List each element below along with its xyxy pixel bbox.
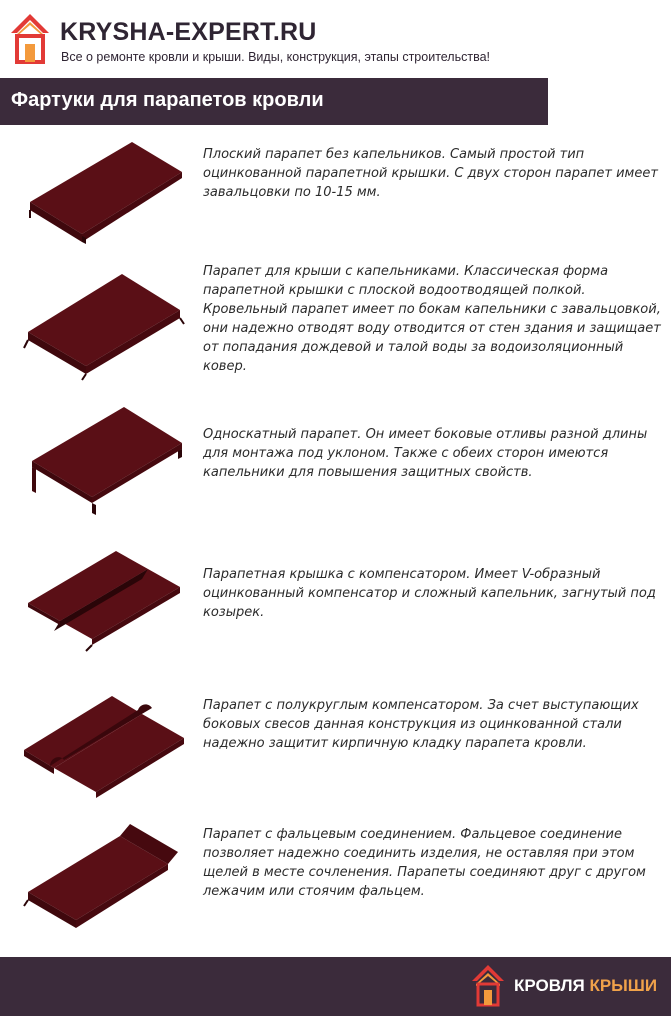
item-description: Парапет с полукруглым компенсатором. За счет выступающих боковых свесов данная конструкция из оцинкованной стали надежно защитит кирпичную кладку парапета кровли. [203,698,639,751]
item-description: Плоский парапет без капельников. Самый простой тип оцинкованной парапетной крышки. С двух сторон парапет имеет завальцовки по 10-15 мм. [203,147,658,200]
footer-brand[interactable] [514,976,657,996]
title-band [0,78,548,125]
drip-edge-parapet-icon [20,270,190,385]
footer-band [0,957,671,1016]
site-name[interactable]: KRYSHA-EXPERT.RU [60,18,317,46]
seam-joint-parapet-icon [20,820,190,935]
house-logo-icon[interactable] [471,963,505,1009]
footer-brand-main: КРОВЛЯ [514,976,585,995]
v-compensator-parapet-icon [20,545,190,655]
site-header [0,0,671,78]
single-slope-parapet-icon [20,405,190,520]
round-compensator-parapet-icon [20,688,190,798]
item-description: Парапет с фальцевым соединением. Фальцевое соединение позволяет надежно соединить изделия, не оставляя при этом щелей в месте сочленения. Парапеты соединяют друг с другом лежачим или стоячим фальцем. [203,827,646,899]
page-title: Фартуки для парапетов кровли [11,89,324,111]
site-tagline: Все о ремонте кровли и крыши. Виды, конструкция, этапы строительства! [61,50,491,64]
item-description: Односкатный парапет. Он имеет боковые отливы разной длины для монтажа под уклоном. Также с обеих сторон имеются капельники для повышения защитных свойств. [203,427,648,480]
item-description: Парапет для крыши с капельниками. Классическая форма парапетной крышки с плоской водоотводящей полкой. Кровельный парапет имеет по бокам капельники с завальцовкой, они надежно отводят воду отводится от стен здания и защищает от попадания дождевой и талой воды за водоизоляционный ковер. [203,264,661,374]
footer-brand-accent: КРЫШИ [589,976,658,995]
house-logo-icon[interactable] [9,12,51,66]
item-description: Парапетная крышка с компенсатором. Имеет V-образный оцинкованный компенсатор и сложный капельник, загнутый под козырек. [203,567,656,620]
flat-parapet-cap-icon [20,140,190,250]
